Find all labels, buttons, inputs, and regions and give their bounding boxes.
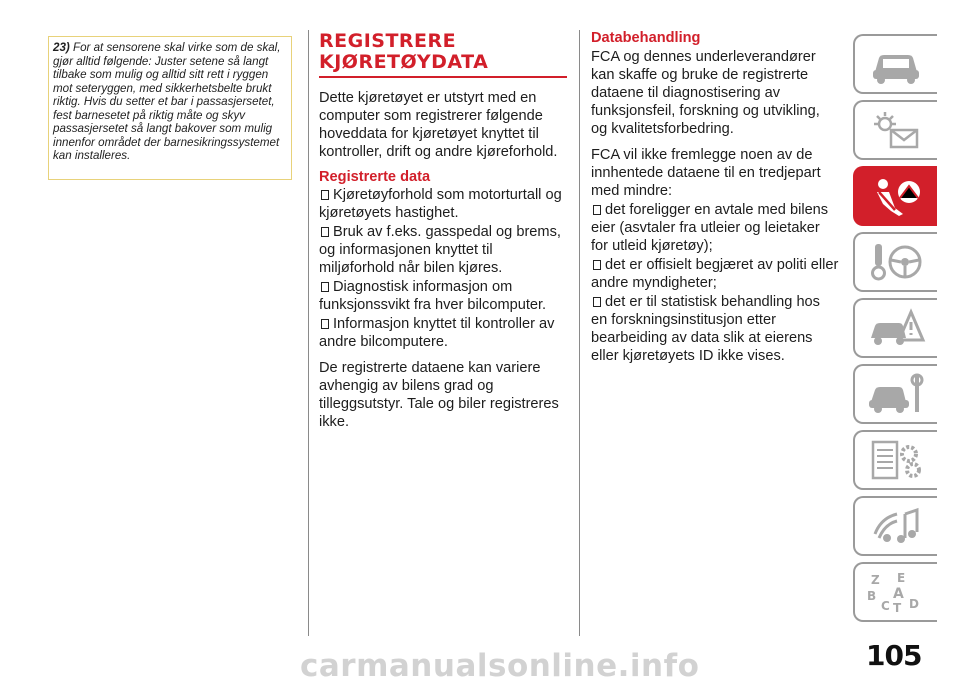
warning-note xyxy=(48,36,292,180)
svg-text:A: A xyxy=(893,586,904,602)
tab-emergency[interactable] xyxy=(853,298,937,358)
bullet-box-icon xyxy=(321,319,329,329)
bullet-box-icon xyxy=(321,282,329,292)
warning-number: 23) xyxy=(53,41,70,54)
bullet-box-icon xyxy=(321,190,329,200)
column-divider-left xyxy=(308,30,309,636)
section-title-rule xyxy=(319,76,567,78)
section-title-line1: REGISTRERE xyxy=(319,30,457,52)
bullet-box-icon xyxy=(321,227,329,237)
list-item: det er offisielt begjæret av politi eller andre myndigheter; xyxy=(591,257,839,291)
registered-data-heading: Registrerte data xyxy=(319,169,431,185)
tab-car[interactable] xyxy=(853,34,937,94)
bullet-box-icon xyxy=(593,297,601,307)
list-item: Bruk av f.eks. gasspedal og brems, og informasjonen knyttet til miljøforhold når bilen kjøres. xyxy=(319,224,561,276)
breakdown-icon xyxy=(865,306,927,350)
svg-text:T: T xyxy=(893,601,902,614)
tab-starting-driving[interactable] xyxy=(853,232,937,292)
specifications-icon xyxy=(865,438,927,482)
data-processing-heading: Databehandling xyxy=(591,30,701,46)
svg-text:B: B xyxy=(867,589,877,603)
tab-technical-data[interactable] xyxy=(853,430,937,490)
bullet-box-icon xyxy=(593,205,601,215)
car-icon xyxy=(865,42,927,86)
list-item: Informasjon knyttet til kontroller av andre bilcomputere. xyxy=(319,316,555,350)
list-item: Diagnostisk informasjon om funksjonssvikt fra hver bilcomputer. xyxy=(319,279,547,313)
page-number: 105 xyxy=(866,639,922,672)
alphabetical-index-icon xyxy=(865,570,927,614)
list-item: det foreligger en avtale med bilens eier (asvtaler fra utleier og leietaker for utleid kjøretøy); xyxy=(591,202,829,254)
chapter-tabs xyxy=(853,34,938,628)
list-item: Kjøretøyforhold som motorturtall og kjøretøyets hastighet. xyxy=(319,187,562,221)
warning-text: For at sensorene skal virke som de skal, gjør alltid følgende: Juster setene så langt tilbake som mulig og alltid sitt rett i ryggen mot seteryggen, med sikkerhetsbelte brukt riktig. Hvis du setter et bar i passasjersetet, fest barnesetet på riktig måte og skyv passasjersetet så langt bakover som mulig innenfor området der barnesikringssystemet kan installeres. xyxy=(53,41,281,162)
car-service-icon xyxy=(865,372,927,416)
tab-maintenance[interactable] xyxy=(853,364,937,424)
watermark: carmanualsonline.info xyxy=(300,648,700,684)
warning-lights-icon xyxy=(865,108,927,152)
multimedia-icon xyxy=(865,504,927,548)
closing-paragraph: De registrerte dataene kan variere avhengig av bilens grad og tilleggsutstyr. Tale og biler registreres ikke. xyxy=(319,360,559,430)
tab-warning-lights[interactable] xyxy=(853,100,937,160)
tab-safety[interactable] xyxy=(853,166,937,226)
right-column xyxy=(591,30,839,366)
processing-paragraph: FCA og dennes underleverandører kan skaffe og bruke de registrerte dataene til diagnostisering av funksjonsfeil, forskning og utvikling, og kvalitetsforbedring. xyxy=(591,49,820,137)
column-divider-right xyxy=(579,30,580,636)
tab-multimedia[interactable] xyxy=(853,496,937,556)
svg-text:Z: Z xyxy=(871,573,880,587)
bullet-box-icon xyxy=(593,260,601,270)
svg-text:D: D xyxy=(909,597,919,611)
airbag-seatbelt-icon xyxy=(865,174,927,218)
svg-text:C: C xyxy=(881,599,890,613)
tab-index[interactable] xyxy=(853,562,937,622)
intro-paragraph: Dette kjøretøyet er utstyrt med en computer som registrerer følgende hoveddata for kjøretøyet knyttet til kontroller, drift og andre kjøreforhold. xyxy=(319,90,558,160)
svg-text:E: E xyxy=(897,571,906,585)
disclosure-paragraph: FCA vil ikke fremlegge noen av de innhentede dataene til en tredjepart med mindre: xyxy=(591,147,821,199)
section-title-line2: KJØRETØYDATA xyxy=(319,51,489,73)
list-item: det er til statistisk behandling hos en forskningsinstitusjon etter bearbeiding av data slik at eierens eller kjøretøyets ID ikke vises. xyxy=(591,294,820,364)
middle-column xyxy=(319,30,571,439)
key-steering-wheel-icon xyxy=(865,240,927,284)
